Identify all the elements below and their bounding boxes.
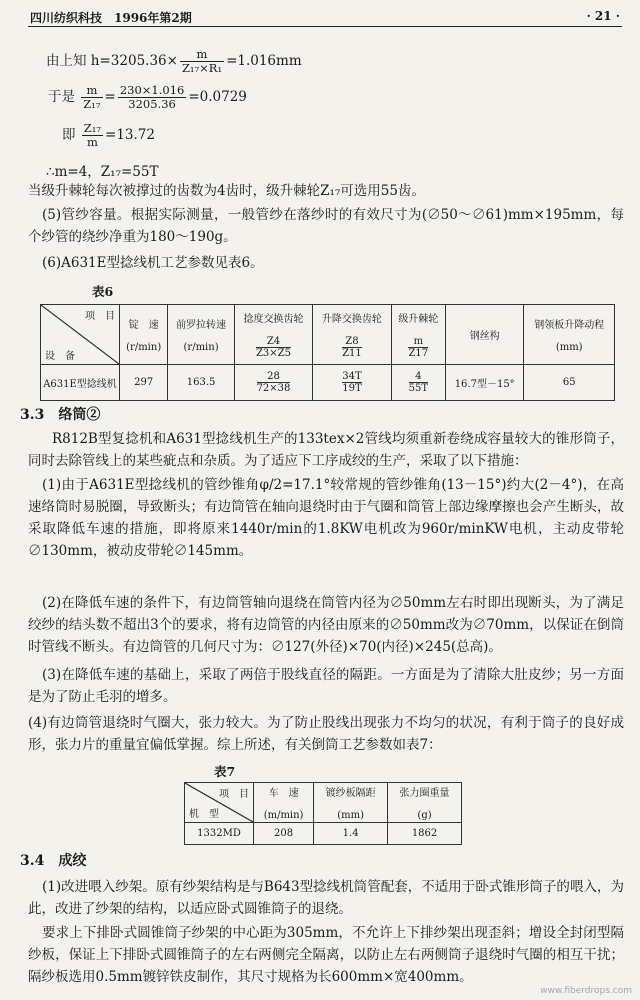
table6-header-lift: 升降交换齿轮 $\frac{Z8}{Z11}$ [313, 305, 391, 365]
table7-header-gap: 镀纱板隔距 (mm) [314, 783, 388, 823]
table6-cell-machine: A631E型捻线机 [41, 365, 120, 401]
table6-cell-ring: 16.7型－15° [445, 365, 523, 401]
paragraph-5: (1)由于A631E型捻线机的管纱锥角φ/2=17.1°较常规的管纱锥角(13－15°)约大(2－4°)，在高速络筒时易脱圈，导致断头；有边筒管在轴向退绕时由于气圈和筒管上部边缘摩擦也会产生断头，故采取降低车速的措施，即将原来1440r/min的1.8KW电机改为960r/minKW电机，主动皮带轮∅130mm，被动皮带轮∅145mm。 [28, 477, 624, 559]
journal-title: 四川纺织科技 1996年第2期 [30, 11, 192, 25]
paragraph-9: (1)改进喂入纱架。原有纱架结构是与B643型捻线机筒管配套，不适用于卧式锥形筒子的喂入，为此，改进了纱架的结构，以适应卧式圆锥筒子的退绕。 [28, 879, 624, 917]
paragraph-1: 当级升棘轮每次被撑过的齿数为4齿时，级升棘轮Z₁₇可选用55齿。 [28, 183, 425, 199]
equation-1: 由上知 h=3205.36× $\frac{m}{\text{Z₁₇×R₁}}$ =1.016mm [46, 47, 302, 75]
table7-corner: 项 目 机 型 [185, 783, 254, 823]
page-header [28, 6, 622, 27]
page-number: · 21 · [586, 9, 620, 23]
table7-cell-gap: 1.4 [314, 823, 388, 845]
table6-header-spindle: 锭 速 (r/min) [120, 305, 168, 365]
table6-header-front: 前罗拉转速 (r/min) [168, 305, 234, 365]
table6-cell-stroke: 65 [524, 365, 615, 401]
table6-caption: 表6 [92, 284, 114, 299]
paragraph-4: R812B型复捻机和A631型捻线机生产的133tex×2管线均须重新卷绕成容量较大的锥形筒子，同时去除管线上的某些疵点和杂质。为了适应下工序成绞的生产，采取了以下措施： [28, 431, 624, 469]
equation-2: 于是 $\frac{m}{\text{Z₁₇}}$ = $\frac{230\times 1.016}{3205.36}$ =0.0729 [48, 83, 247, 111]
table6-cell-spindle: 297 [120, 365, 168, 401]
table6-header-stroke: 钢领板升降动程 (mm) [524, 305, 615, 365]
table-7 [184, 782, 462, 845]
table6-cell-twist: $\frac{28}{72\times 38}$ [234, 365, 312, 401]
table7-header-weight: 张力圈重量 (g) [388, 783, 462, 823]
table6-cell-front: 163.5 [168, 365, 234, 401]
paragraph-3: (6)A631E型捻线机工艺参数见表6。 [42, 255, 264, 271]
table6-header-twist: 捻度交换齿轮 $\frac{Z4}{Z3\times Z5}$ [234, 305, 312, 365]
table6-cell-lift: $\frac{34T}{19T}$ [313, 365, 391, 401]
table7-cell-weight: 1862 [388, 823, 462, 845]
paragraph-7: (3)在降低车速的基础上，采取了两倍于股线直径的隔距。一方面是为了清除大肚皮纱；另一方面是为了防止毛羽的增多。 [28, 667, 624, 705]
equation-3: 即 $\frac{\text{Z₁₇}}{m}$ =13.72 [62, 121, 155, 149]
section-3-3-heading: 3.3 络筒② [20, 407, 101, 423]
paragraph-8: (4)有边筒管退绕时气圈大，张力较大。为了防止股线出现张力不均匀的状况，有利于筒子的良好成形，张力片的重量宜偏低掌握。综上所述，有关倒筒工艺参数如表7： [28, 715, 624, 753]
equation-4: ∴m=4，Z₁₇=55T [46, 164, 159, 180]
watermark-text: www.fiberdrops.com [540, 986, 632, 996]
table6-corner: 项 目 设 备 [41, 305, 120, 365]
table-6 [40, 304, 615, 401]
table7-cell-model: 1332MD [185, 823, 254, 845]
table7-cell-speed: 208 [254, 823, 314, 845]
table7-caption: 表7 [214, 764, 236, 779]
table7-header-speed: 车 速 (m/min) [254, 783, 314, 823]
section-3-4-heading: 3.4 成绞 [20, 853, 87, 869]
paragraph-2: (5)管纱容量。根据实际测量，一般管纱在落纱时的有效尺寸为(∅50～∅61)mm×195mm，每个纱管的绕纱净重为180～190g。 [28, 207, 624, 245]
table6-header-ratchet: 级升棘轮 $\frac{m}{Z17}$ [391, 305, 445, 365]
paragraph-6: (2)在降低车速的条件下，有边筒管轴向退绕在筒管内径为∅50mm左右时即出现断头，为了满足绞纱的结头数不超出3个的要求，将有边筒管的内径由原来的∅50mm改为∅70mm，以保证在倒筒时管线不断头。有边筒管的几何尺寸为：∅127(外径)×70(内径)×245(总高)。 [28, 595, 624, 655]
paragraph-10: 要求上下排卧式圆锥筒子纱架的中心距为305mm，不允许上下排纱架出现歪斜；增设全封闭型隔纱板，保证上下排卧式圆锥筒子的左右两侧完全隔离，以防止左右两侧筒子退绕时气圈的相互干扰；隔纱板选用0.5mm镀锌铁皮制作，其尺寸规格为长600mm×宽400mm。 [28, 925, 624, 985]
table6-cell-ratchet: $\frac{4}{55T}$ [391, 365, 445, 401]
table6-header-ring: 钢丝构 [445, 305, 523, 365]
